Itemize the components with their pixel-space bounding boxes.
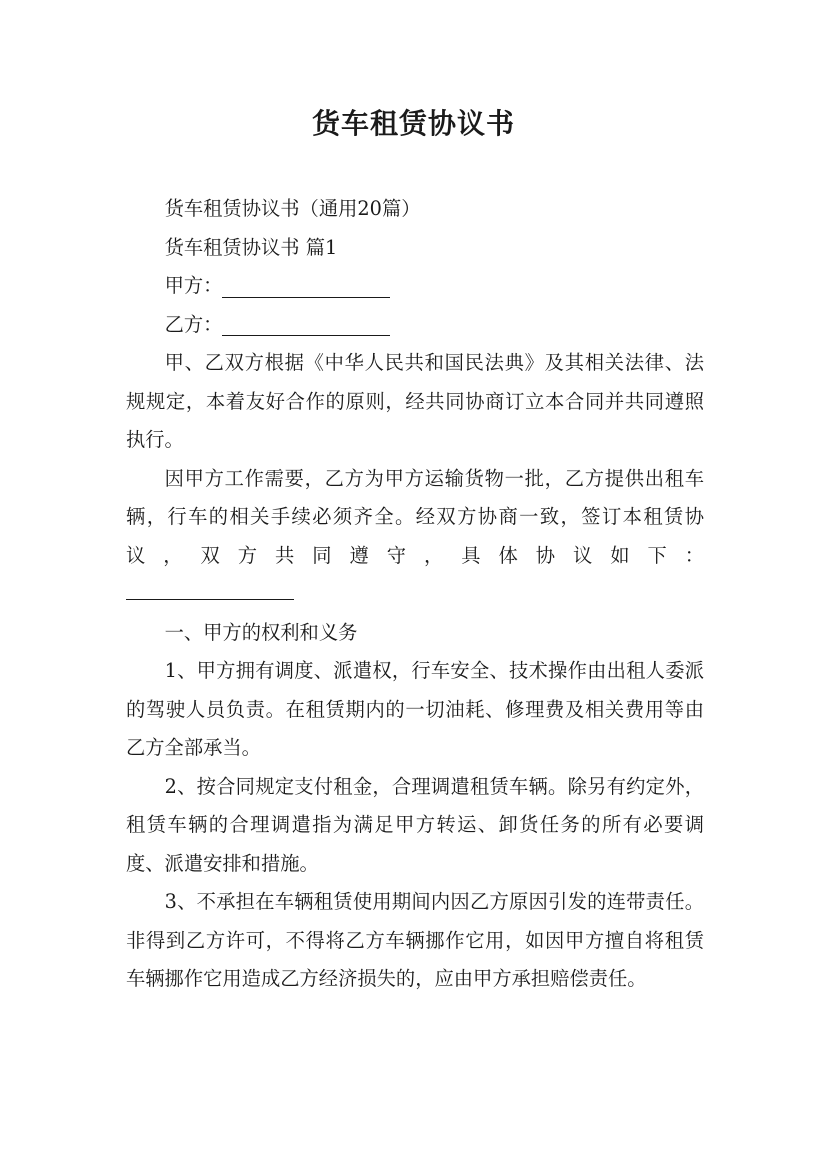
purpose-blank: [126, 577, 294, 600]
clause-3: 3、不承担在车辆租赁使用期间内因乙方原因引发的连带责任。 非得到乙方许可，不得将乙方车辆挪作它用，如因甲方擅自将租赁车辆挪作它用造成乙方经济损失的，应由甲方承担赔偿责任。: [126, 890, 704, 990]
party-a-label: 甲方：: [164, 274, 223, 297]
section-heading: 货车租赁协议书 篇1: [164, 235, 338, 259]
clause-1: 1、甲方拥有调度、派遣权，行车安全、技术操作由出租人委派的驾驶人员负责。在租赁期内的一切油耗、修理费及相关费用等由乙方全部承当。: [126, 659, 704, 759]
clause-2: 2、按合同规定支付租金，合理调遣租赁车辆。除另有约定外，租赁车辆的合理调遣指为满足甲方转运、卸货任务的所有必要调度、派遣安排和措施。: [126, 774, 704, 875]
intro-paragraph: 甲、乙双方根据《中华人民共和国民法典》及其相关法律、法规规定，本着友好合作的原则，经共同协商订立本合同并共同遵照执行。: [126, 351, 704, 451]
document-title: 货车租赁协议书: [311, 107, 515, 140]
document-subtitle: 货车租赁协议书（通用20篇）: [164, 197, 421, 220]
signature-blank-line: [126, 575, 704, 614]
party-b-line: [126, 306, 704, 345]
party-a-line: [126, 267, 704, 306]
party-b-label: 乙方：: [164, 312, 223, 336]
party-b-blank: [222, 313, 390, 336]
document-body: [126, 190, 704, 999]
rights-heading: 一、甲方的权利和义务: [164, 620, 358, 644]
purpose-paragraph: 因甲方工作需要，乙方为甲方运输货物一批，乙方提供出租车辆，行车的相关手续必须齐全。经双方协商一致，签订本租赁协议，双方共同遵守，具体协议如下：: [126, 466, 704, 567]
party-a-blank: [222, 275, 390, 298]
